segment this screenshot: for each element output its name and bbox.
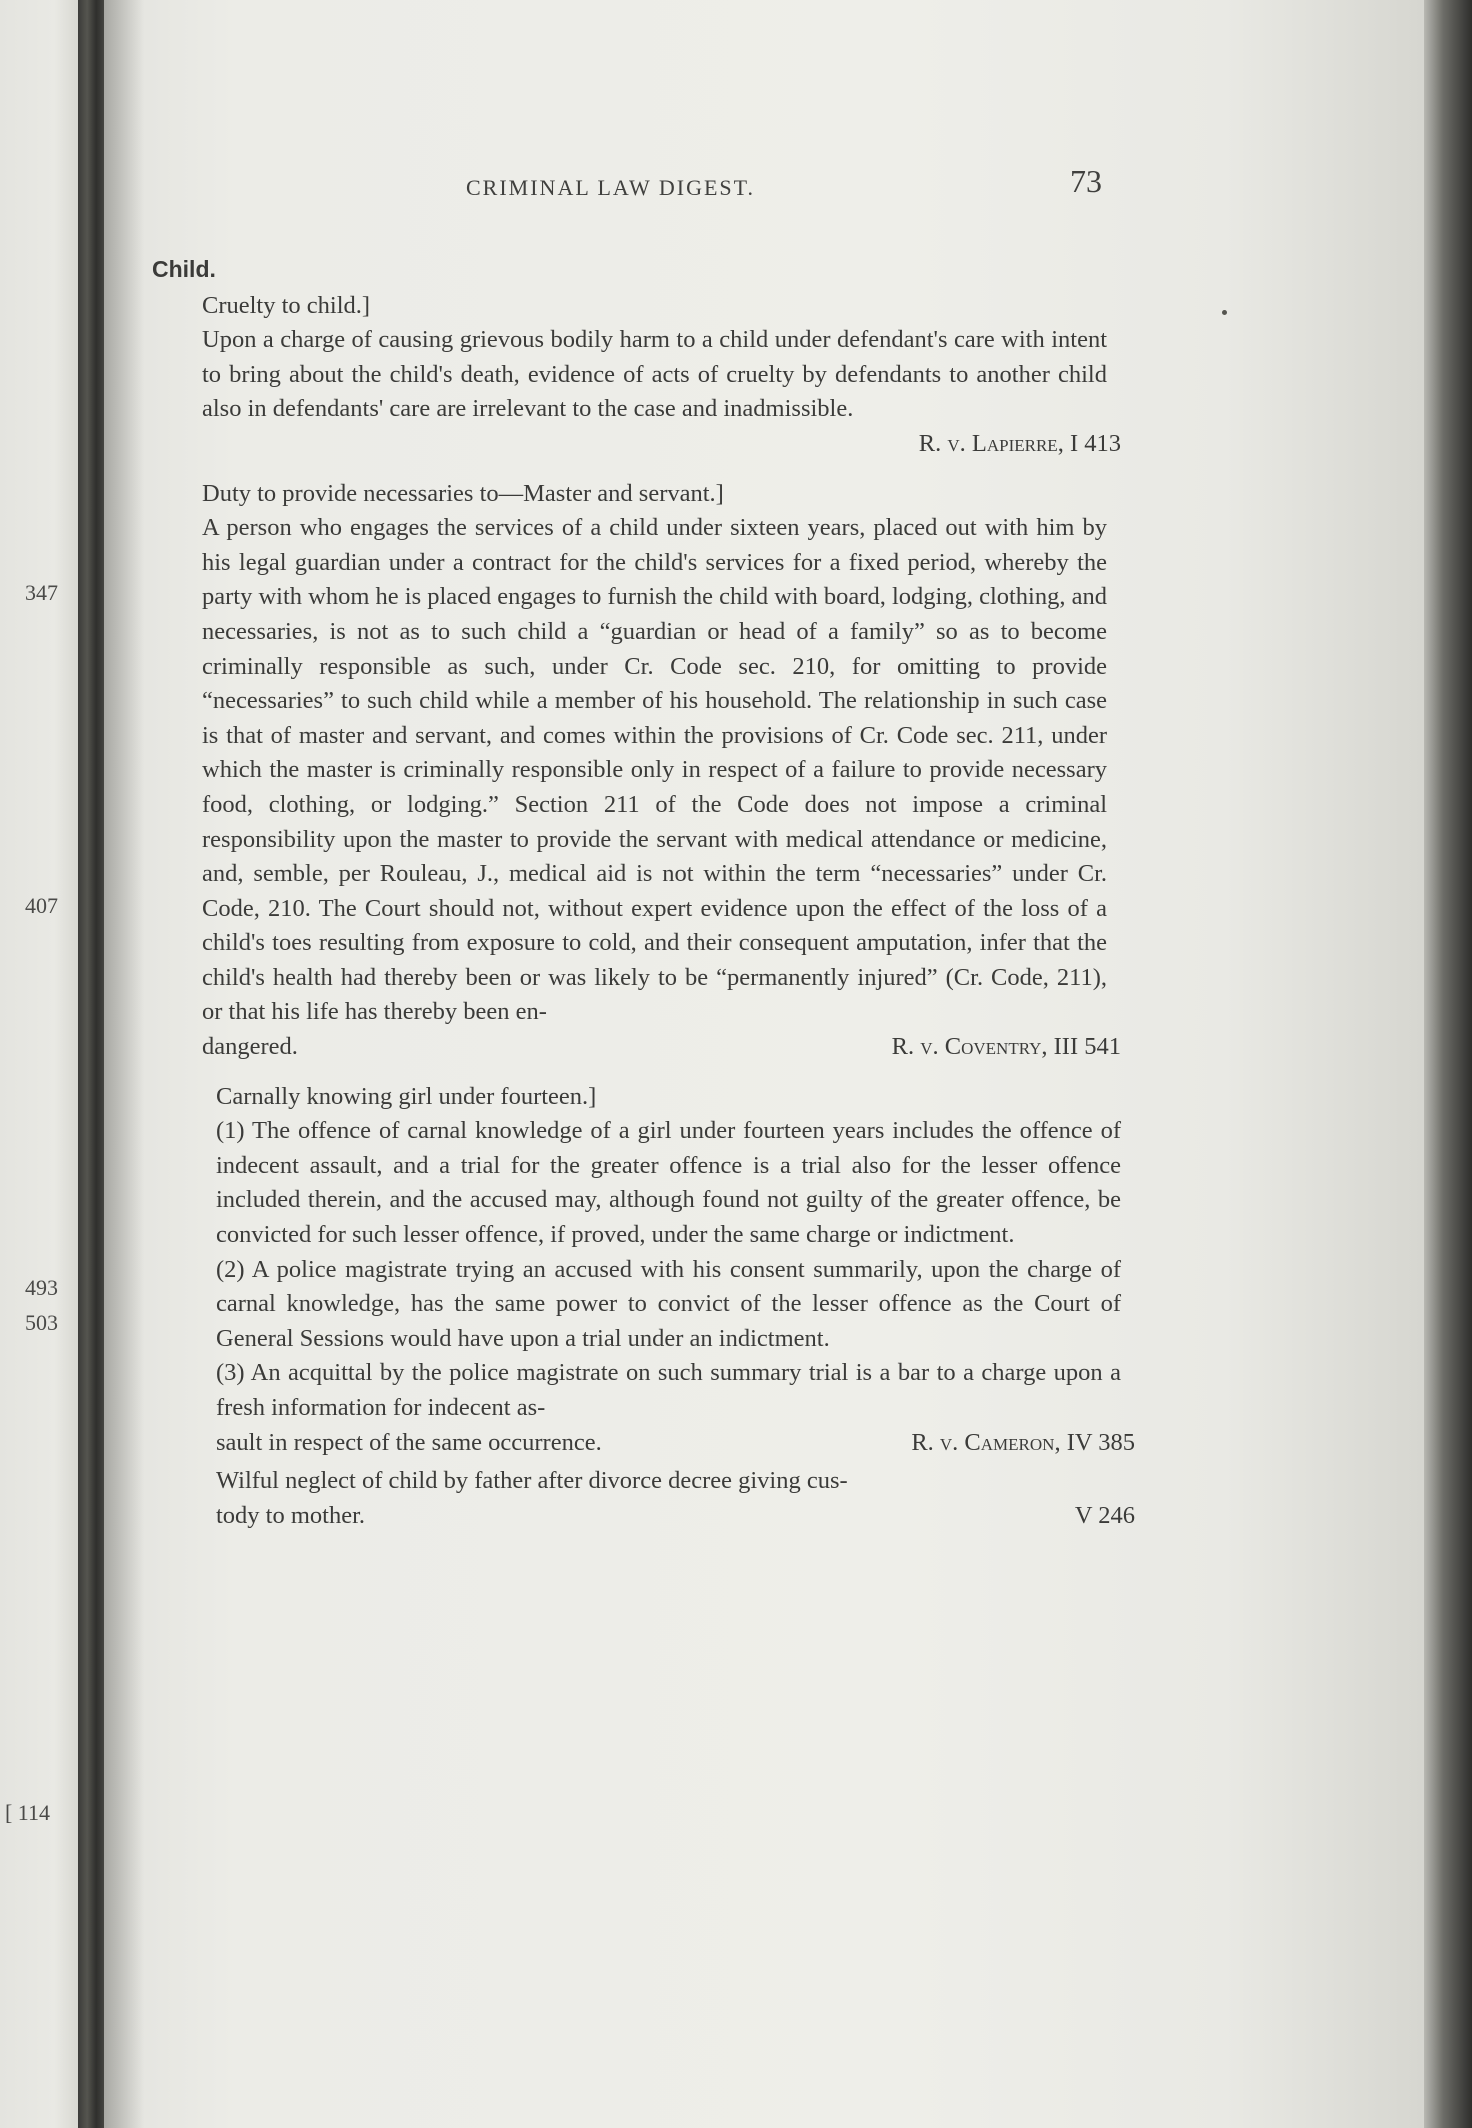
entry-paragraph: (1) The offence of carnal knowledge of a girl under fourteen years includes the offence of indecent assault, and a trial for the greater offence is a trial also for the lesser offence included therein, and the accused may, although found not guilty of the greater offence, be convicted for such lesser offence, if proved, under the same charge or indictment. bbox=[216, 1117, 1121, 1249]
case-citation bbox=[892, 1030, 1121, 1065]
entry-last-line bbox=[216, 1499, 1135, 1534]
citation-case: R. v. Coventry, bbox=[891, 1033, 1048, 1061]
digest-entry bbox=[202, 477, 1121, 1065]
case-citation bbox=[911, 1426, 1135, 1461]
gutter-shadow bbox=[104, 0, 144, 2128]
digest-entry bbox=[216, 1464, 1135, 1533]
running-head: CRIMINAL LAW DIGEST. bbox=[466, 175, 755, 200]
entry-last-line bbox=[216, 1426, 1135, 1461]
page-content bbox=[150, 252, 1135, 1533]
citation-ref: V 246 bbox=[1074, 1501, 1135, 1529]
entry-text-end: dangered. bbox=[202, 1033, 298, 1061]
margin-number: 347 bbox=[25, 580, 58, 605]
digest-entry bbox=[216, 1080, 1135, 1461]
ink-dot bbox=[1222, 310, 1227, 315]
citation-ref: I 413 bbox=[1069, 429, 1121, 457]
entry-title: Carnally knowing girl under fourteen.] bbox=[216, 1082, 597, 1110]
left-facing-page bbox=[0, 0, 78, 2128]
book-gutter bbox=[78, 0, 104, 2128]
margin-number: 407 bbox=[25, 893, 58, 918]
entry-title: Cruelty to child.] bbox=[202, 291, 371, 319]
entry-paragraph: (3) An acquittal by the police magistrate on such summary trial is a bar to a charge upon a fresh information for indecent as- bbox=[216, 1359, 1121, 1421]
entry-text-end: tody to mother. bbox=[216, 1501, 366, 1529]
citation-ref: IV 385 bbox=[1066, 1428, 1135, 1456]
entry-title: Duty to provide necessaries to—Master and servant.] bbox=[202, 479, 724, 507]
page-edge bbox=[1424, 0, 1472, 2128]
margin-number: [ 114 bbox=[4, 1800, 50, 1825]
citation-ref: III 541 bbox=[1053, 1033, 1121, 1061]
entry-last-line bbox=[202, 1030, 1121, 1065]
case-citation bbox=[202, 427, 1121, 462]
entry-text: Upon a charge of causing grievous bodily harm to a child under defendant's care with intent to bring about the child's death, evidence of acts of cruelty by defendants to another child also in defendants' care are irrelevant to the case and inadmissible. bbox=[202, 326, 1107, 423]
citation-case: R. v. Cameron, bbox=[911, 1428, 1061, 1456]
entry-text: A person who engages the services of a child under sixteen years, placed out with him by his legal guardian under a contract for the child's services for a fixed period, whereby the party with whom he is placed engages to furnish the child with board, lodging, clothing, and necessaries, is not as to such child a “guardian or head of a family” so as to become criminally responsible as such, under Cr. Code sec. 210, for omitting to provide “necessaries” to such child while a member of his household. The relationship in such case is that of master and servant, and comes within the provisions of Cr. Code sec. 211, under which the master is criminally responsible only in respect of a failure to provide necessary food, clothing, or lodging.” Section 211 of the Code does not impose a criminal responsibility upon the master to provide the servant with medical attendance or medicine, and, semble, per Rouleau, J., medical aid is not within the term “necessaries” under Cr. Code, 210. The Court should not, without expert evidence upon the effect of the loss of a child's toes resulting from exposure to cold, and their consequent amputation, infer that the child's health had thereby been or was likely to be “permanently injured” (Cr. Code, 211), or that his life has thereby been en- bbox=[202, 514, 1107, 1026]
page-number: 73 bbox=[1070, 163, 1102, 199]
section-heading: Child. bbox=[152, 256, 216, 282]
citation-case: R. v. Lapierre, bbox=[918, 429, 1064, 457]
margin-number: 503 bbox=[25, 1310, 58, 1335]
entry-paragraph: (2) A police magistrate trying an accused with his consent summarily, upon the charge of carnal knowledge, has the same power to convict of the lesser offence as the Court of General Sessions would have upon a trial under an indictment. bbox=[216, 1255, 1121, 1352]
entry-text-end: sault in respect of the same occurrence. bbox=[216, 1428, 602, 1456]
entry-title: Wilful neglect of child by father after divorce decree giving cus- bbox=[216, 1467, 848, 1495]
digest-entry bbox=[202, 289, 1121, 462]
margin-number: 493 bbox=[25, 1275, 58, 1300]
